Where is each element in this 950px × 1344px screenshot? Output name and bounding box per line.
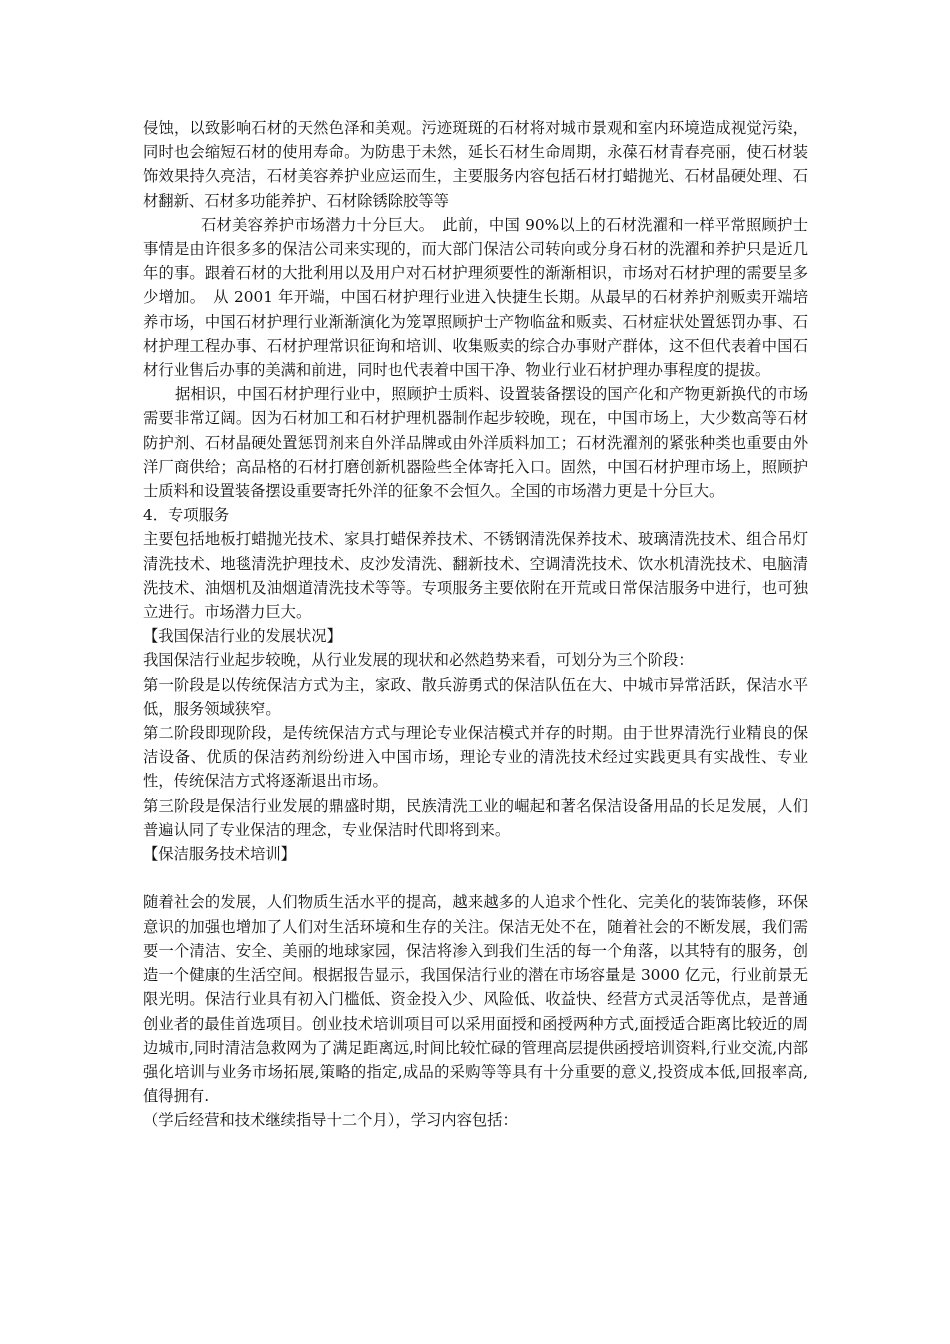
paragraph-stone-care-industry: 据相识，中国石材护理行业中，照顾护士质料、设置装备摆设的国产化和产物更新换代的市场需要非常辽阔。因为石材加工和石材护理机器制作起步较晚，现在，中国市场上，大少数高等石材防护剂、石材晶硬处置惩罚剂来自外洋品牌或由外洋质料加工；石材洗濯剂的紧张种类也重要由外洋厂商供给；高品格的石材打磨创新机器险些全体寄托入口。固然，中国石材护理市场上，照顾护士质料和设置装备摆设重要寄托外洋的征象不会恒久。全国的市场潜力更是十分巨大。	[143, 385, 808, 501]
paragraph-stage-three: 第三阶段是保洁行业发展的鼎盛时期，民族清洗工业的崛起和著名保洁设备用品的长足发展，人们普遍认同了专业保洁的理念，专业保洁时代即将到来。	[143, 796, 808, 839]
section-heading-industry-status: 【我国保洁行业的发展状况】	[143, 627, 342, 646]
document-body	[143, 116, 808, 1133]
paragraph-industry-intro: 我国保洁行业起步较晚，从行业发展的现状和必然趋势来看，可划分为三个阶段：	[143, 651, 694, 670]
paragraph-stone-care-market: 石材美容养护市场潜力十分巨大。 此前，中国 90%以上的石材洗濯和一样平常照顾护士事情是由许很多多的保洁公司来实现的，而大部门保洁公司转向或分身石材的洗濯和养护只是近几年的事。跟着石材的大批利用以及用户对石材护理须要性的渐渐相识，市场对石材护理的需要呈多少增加。 从 2001 年开端，中国石材护理行业进入快捷生长期。从最早的石材养护剂贩卖开端培养市场，中国石材护理行业渐渐演化为笼罩照顾护士产物临盆和贩卖、石材症状处置惩罚办事、石材护理工程办事、石材护理常识征询和培训、收集贩卖的综合办事财产群体，这不但代表着中国石材行业售后办事的美满和前进，同时也代表着中国干净、物业行业石材护理办事程度的提拔。	[143, 215, 808, 380]
section-heading-special-services: 4．专项服务	[143, 506, 230, 525]
section-heading-training: 【保洁服务技术培训】	[143, 845, 296, 864]
paragraph-training-contents: （学后经营和技术继续指导十二个月），学习内容包括：	[143, 1111, 518, 1130]
paragraph-training-overview: 随着社会的发展，人们物质生活水平的提高，越来越多的人追求个性化、完美化的装饰装修，环保意识的加强也增加了人们对生活环境和生存的关注。保洁无处不在，随着社会的不断发展，我们需要一个清洁、安全、美丽的地球家园，保洁将渗入到我们生活的每一个角落，以其特有的服务，创造一个健康的生活空间。根据报告显示，我国保洁行业的潜在市场容量是 3000 亿元，行业前景无限光明。保洁行业具有初入门槛低、资金投入少、风险低、收益快、经营方式灵活等优点，是普通创业者的最佳首选项目。创业技术培训项目可以采用面授和函授两种方式,面授适合距离比较近的周边城市,同时清洁急救网为了满足距离远,时间比较忙碌的管理高层提供函授培训资料,行业交流,内部强化培训与业务市场拓展,策略的指定,成品的采购等等具有十分重要的意义,投资成本低,回报率高,值得拥有.	[143, 893, 808, 1106]
blank-line	[143, 866, 808, 890]
paragraph-stage-two: 第二阶段即现阶段，是传统保洁方式与理论专业保洁模式并存的时期。由于世界清洗行业精良的保洁设备、优质的保洁药剂纷纷进入中国市场，理论专业的清洗技术经过实践更具有实战性、专业性，传统保洁方式将逐渐退出市场。	[143, 724, 808, 791]
paragraph-stage-one: 第一阶段是以传统保洁方式为主，家政、散兵游勇式的保洁队伍在大、中城市异常活跃，保洁水平低，服务领域狭窄。	[143, 675, 808, 718]
paragraph-stone-erosion: 侵蚀，以致影响石材的天然色泽和美观。污迹斑斑的石材将对城市景观和室内环境造成视觉污染，同时也会缩短石材的使用寿命。为防患于未然，延长石材生命周期，永葆石材青春亮丽，使石材装饰效果持久亮洁，石材美容养护业应运而生，主要服务内容包括石材打蜡抛光、石材晶硬处理、石材翻新、石材多功能养护、石材除锈除胶等等	[143, 119, 808, 210]
paragraph-special-services: 主要包括地板打蜡抛光技术、家具打蜡保养技术、不锈钢清洗保养技术、玻璃清洗技术、组合吊灯清洗技术、地毯清洗护理技术、皮沙发清洗、翻新技术、空调清洗技术、饮水机清洗技术、电脑清洗技术、油烟机及油烟道清洗技术等等。专项服务主要依附在开荒或日常保洁服务中进行，也可独立进行。市场潜力巨大。	[143, 530, 808, 622]
